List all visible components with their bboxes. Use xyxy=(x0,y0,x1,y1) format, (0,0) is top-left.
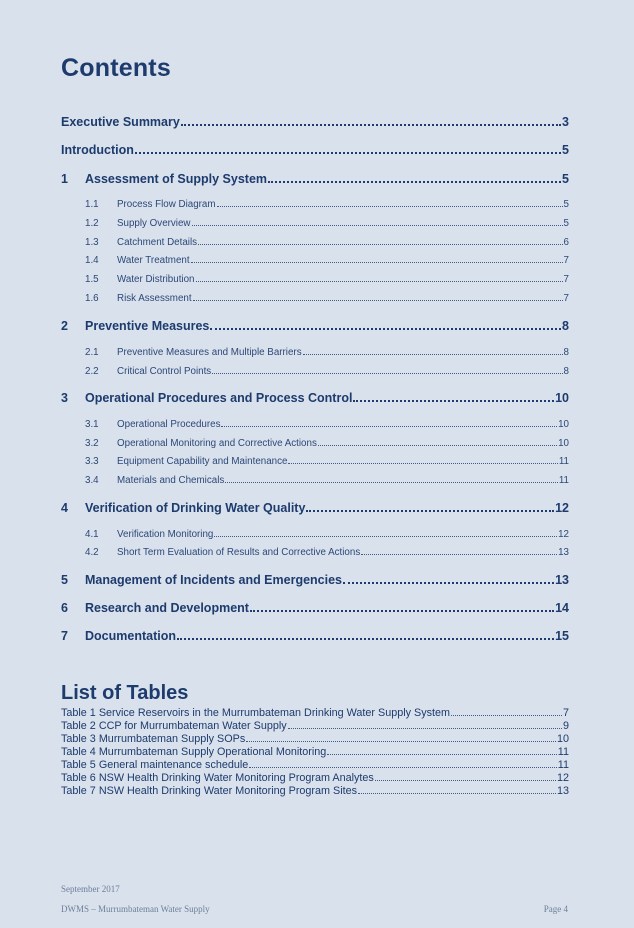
toc-entry[interactable] xyxy=(61,172,569,186)
list-of-tables-entry[interactable] xyxy=(61,707,569,719)
toc-entry[interactable] xyxy=(61,391,569,405)
table-entry-page: 7 xyxy=(562,707,569,719)
table-entry-page: 11 xyxy=(557,759,569,771)
toc-entry-title: Risk Assessment xyxy=(117,293,192,304)
table-entry-page: 13 xyxy=(556,785,569,797)
toc-entry-title: Process Flow Diagram xyxy=(117,199,216,210)
toc-entry-title: Research and Development xyxy=(85,601,249,615)
dot-leader xyxy=(177,638,554,640)
toc-entry[interactable] xyxy=(61,115,569,129)
list-of-tables-entry[interactable] xyxy=(61,772,569,784)
dot-leader xyxy=(353,400,554,402)
toc-subentry[interactable] xyxy=(61,438,569,449)
toc-entry-title: Short Term Evaluation of Results and Corrective Actions xyxy=(117,547,361,558)
toc-entry-page: 8 xyxy=(563,347,569,358)
table-entry-title: Table 4 Murrumbateman Supply Operational Monitoring xyxy=(61,746,327,758)
toc-entry-page: 13 xyxy=(555,573,569,587)
toc-entry-page: 15 xyxy=(555,629,569,643)
dot-leader xyxy=(250,610,554,612)
toc-subentry[interactable] xyxy=(61,293,569,304)
dot-leader xyxy=(212,373,562,374)
dot-leader xyxy=(181,124,561,126)
list-of-tables-entry[interactable] xyxy=(61,785,569,797)
table-entry-page: 12 xyxy=(556,772,569,784)
toc-entry-number: 3.4 xyxy=(85,475,99,486)
dot-leader xyxy=(198,244,563,245)
dot-leader xyxy=(193,300,563,301)
toc-entry-title: Introduction xyxy=(61,143,134,157)
toc-entry-title: Water Treatment xyxy=(117,255,190,266)
table-entry-title: Table 6 NSW Health Drinking Water Monitoring Program Analytes xyxy=(61,772,374,784)
toc-entry-title: Preventive Measures xyxy=(85,319,210,333)
toc-entry-number: 2 xyxy=(61,319,68,333)
toc-entry-title: Operational Procedures xyxy=(117,419,221,430)
footer-date: September 2017 xyxy=(61,884,120,894)
toc-entry-page: 8 xyxy=(562,319,569,333)
dot-leader xyxy=(225,482,558,483)
toc-entry-page: 7 xyxy=(563,255,569,266)
toc-entry-number: 1.1 xyxy=(85,199,99,210)
dot-leader xyxy=(303,354,563,355)
table-entry-title: Table 3 Murrumbateman Supply SOPs xyxy=(61,733,246,745)
toc-entry-page: 10 xyxy=(558,419,569,430)
dot-leader xyxy=(358,793,556,794)
dot-leader xyxy=(221,426,557,427)
toc-entry-page: 5 xyxy=(562,172,569,186)
toc-entry[interactable] xyxy=(61,629,569,643)
toc-entry-page: 11 xyxy=(558,475,569,486)
toc-entry[interactable] xyxy=(61,601,569,615)
list-of-tables-entry[interactable] xyxy=(61,746,569,758)
toc-entry-title: Management of Incidents and Emergencies xyxy=(85,573,343,587)
dot-leader xyxy=(451,715,562,716)
toc-entry[interactable] xyxy=(61,319,569,333)
toc-entry-number: 5 xyxy=(61,573,68,587)
toc-entry-title: Water Distribution xyxy=(117,274,195,285)
toc-entry-title: Preventive Measures and Multiple Barriers xyxy=(117,347,302,358)
toc-entry-title: Documentation xyxy=(85,629,176,643)
dot-leader xyxy=(210,328,561,330)
page-title: Contents xyxy=(61,54,171,82)
toc-subentry[interactable] xyxy=(61,547,569,558)
toc-entry-number: 4.1 xyxy=(85,529,99,540)
toc-entry[interactable] xyxy=(61,143,569,157)
table-entry-title: Table 5 General maintenance schedule xyxy=(61,759,249,771)
toc-subentry[interactable] xyxy=(61,274,569,285)
toc-entry[interactable] xyxy=(61,573,569,587)
toc-entry-number: 2.1 xyxy=(85,347,99,358)
dot-leader xyxy=(288,728,562,729)
toc-entry-number: 1 xyxy=(61,172,68,186)
toc-entry-page: 7 xyxy=(563,274,569,285)
toc-entry-number: 2.2 xyxy=(85,366,99,377)
table-entry-page: 10 xyxy=(556,733,569,745)
toc-entry-page: 5 xyxy=(563,218,569,229)
list-of-tables-entry[interactable] xyxy=(61,759,569,771)
toc-entry-title: Supply Overview xyxy=(117,218,191,229)
toc-entry-number: 3.1 xyxy=(85,419,99,430)
toc-subentry[interactable] xyxy=(61,366,569,377)
list-of-tables-entry[interactable] xyxy=(61,733,569,745)
toc-subentry[interactable] xyxy=(61,255,569,266)
dot-leader xyxy=(191,262,563,263)
toc-entry-number: 3.3 xyxy=(85,456,99,467)
table-entry-page: 9 xyxy=(562,720,569,732)
list-of-tables-entry[interactable] xyxy=(61,720,569,732)
toc-entry-title: Verification Monitoring xyxy=(117,529,214,540)
toc-subentry[interactable] xyxy=(61,475,569,486)
toc-entry-page: 5 xyxy=(563,199,569,210)
footer-page-number: Page 4 xyxy=(543,904,568,914)
toc-entry-title: Operational Procedures and Process Control xyxy=(85,391,353,405)
toc-entry-page: 5 xyxy=(562,143,569,157)
toc-entry-number: 3.2 xyxy=(85,438,99,449)
dot-leader xyxy=(268,181,561,183)
toc-entry-number: 1.6 xyxy=(85,293,99,304)
toc-entry-number: 3 xyxy=(61,391,68,405)
toc-subentry[interactable] xyxy=(61,218,569,229)
toc-entry-page: 10 xyxy=(555,391,569,405)
toc-entry-title: Assessment of Supply System xyxy=(85,172,268,186)
toc-subentry[interactable] xyxy=(61,347,569,358)
toc-entry-number: 1.2 xyxy=(85,218,99,229)
toc-entry-page: 12 xyxy=(555,501,569,515)
toc-subentry[interactable] xyxy=(61,199,569,210)
toc-entry-number: 4 xyxy=(61,501,68,515)
toc-subentry[interactable] xyxy=(61,237,569,248)
toc-entry-title: Verification of Drinking Water Quality xyxy=(85,501,306,515)
toc-entry-title: Materials and Chemicals xyxy=(117,475,225,486)
list-of-tables-title: List of Tables xyxy=(61,682,189,704)
toc-entry-number: 7 xyxy=(61,629,68,643)
dot-leader xyxy=(192,225,563,226)
table-entry-title: Table 2 CCP for Murrumbateman Water Supply xyxy=(61,720,287,732)
toc-entry-title: Executive Summary xyxy=(61,115,180,129)
dot-leader xyxy=(306,510,554,512)
dot-leader xyxy=(249,767,557,768)
toc-entry-number: 1.5 xyxy=(85,274,99,285)
dot-leader xyxy=(217,206,563,207)
toc-entry-page: 10 xyxy=(558,438,569,449)
dot-leader xyxy=(288,463,557,464)
toc-entry-number: 1.4 xyxy=(85,255,99,266)
toc-subentry[interactable] xyxy=(61,419,569,430)
toc-entry-page: 7 xyxy=(563,293,569,304)
toc-entry-title: Equipment Capability and Maintenance xyxy=(117,456,288,467)
toc-entry-page: 13 xyxy=(558,547,569,558)
dot-leader xyxy=(343,582,554,584)
toc-entry-title: Catchment Details xyxy=(117,237,198,248)
dot-leader xyxy=(361,554,557,555)
dot-leader xyxy=(196,281,563,282)
dot-leader xyxy=(327,754,557,755)
table-entry-page: 11 xyxy=(557,746,569,758)
toc-entry-page: 14 xyxy=(555,601,569,615)
toc-entry-page: 8 xyxy=(563,366,569,377)
toc-entry-title: Operational Monitoring and Corrective Actions xyxy=(117,438,317,449)
toc-entry-title: Critical Control Points xyxy=(117,366,212,377)
toc-entry-number: 1.3 xyxy=(85,237,99,248)
toc-subentry[interactable] xyxy=(61,456,569,467)
toc-entry[interactable] xyxy=(61,501,569,515)
dot-leader xyxy=(135,152,561,154)
toc-entry-page: 3 xyxy=(562,115,569,129)
toc-subentry[interactable] xyxy=(61,529,569,540)
dot-leader xyxy=(375,780,556,781)
toc-entry-page: 11 xyxy=(558,456,569,467)
toc-entry-page: 12 xyxy=(558,529,569,540)
dot-leader xyxy=(214,536,557,537)
toc-entry-page: 6 xyxy=(563,237,569,248)
dot-leader xyxy=(246,741,556,742)
table-entry-title: Table 7 NSW Health Drinking Water Monitoring Program Sites xyxy=(61,785,358,797)
toc-entry-number: 4.2 xyxy=(85,547,99,558)
dot-leader xyxy=(318,445,557,446)
footer-document-name: DWMS – Murrumbateman Water Supply xyxy=(61,904,210,914)
toc-entry-number: 6 xyxy=(61,601,68,615)
table-entry-title: Table 1 Service Reservoirs in the Murrumbateman Drinking Water Supply System xyxy=(61,707,451,719)
